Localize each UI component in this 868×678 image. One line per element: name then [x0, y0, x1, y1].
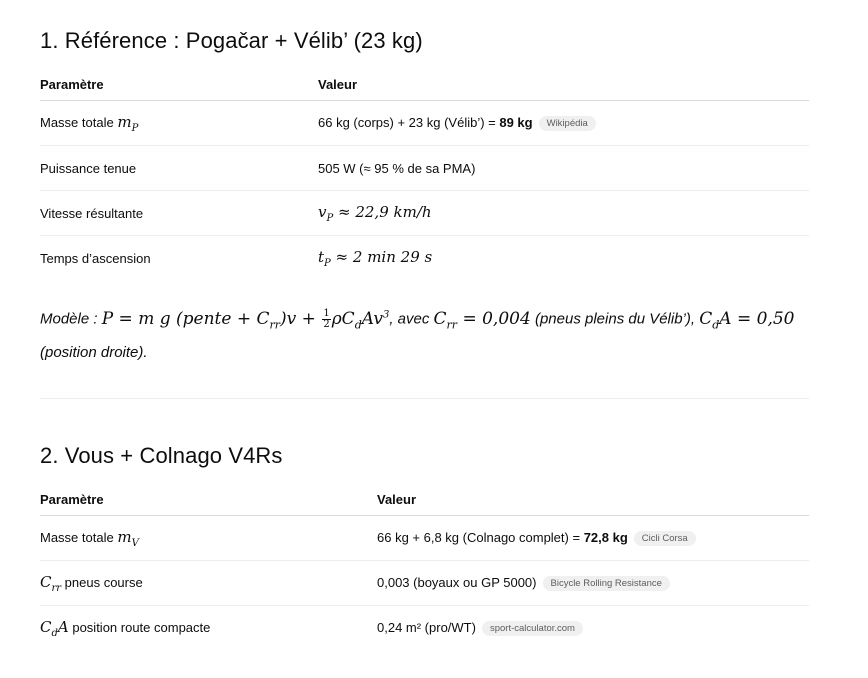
math-symbol: $C_{rr}$	[40, 572, 62, 594]
table-row	[40, 606, 809, 651]
table-row	[40, 191, 809, 236]
column-header-value: Valeur	[377, 483, 809, 516]
comparison-table	[40, 483, 809, 650]
table-row	[40, 236, 809, 281]
param-cell: Vitesse résultante	[40, 191, 318, 236]
value-cell	[318, 236, 809, 281]
power-formula: P = m g (pente + $C_{rr})v$ + $\frac{1}{2}$ $\rho C_dAv^3$	[101, 307, 390, 332]
value-cell	[318, 191, 809, 236]
value-cell: 0,24 m² (pro/WT) sport-calculator.com	[377, 606, 809, 651]
source-badge[interactable]: sport-calculator.com	[482, 621, 583, 636]
section-divider	[40, 398, 809, 399]
value-cell: 66 kg (corps) + 23 kg (Vélib’) = 89 kg Wikipédia	[318, 101, 809, 146]
fraction-half: $\frac{1}{2}$	[323, 307, 330, 330]
math-expression: $v_P \approx 22,9$ km/h	[318, 202, 432, 224]
column-header-value: Valeur	[318, 68, 809, 101]
cda-value: $C_dA = 0,50$	[699, 308, 795, 332]
column-header-param: Paramètre	[40, 483, 377, 516]
source-badge[interactable]: Cicli Corsa	[634, 531, 696, 546]
math-symbol: $m_P$	[117, 112, 139, 134]
table-row	[40, 146, 809, 191]
math-expression: $t_P \approx 2$ min 29 s	[318, 247, 433, 269]
section-1-title: 1. Référence : Pogačar + Vélib’ (23 kg)	[40, 28, 423, 53]
table-row	[40, 516, 809, 561]
reference-table	[40, 68, 809, 280]
param-cell: $C_dA$ position route compacte	[40, 617, 211, 639]
math-symbol: $m_V$	[117, 527, 139, 549]
section-2-title: 2. Vous + Colnago V4Rs	[40, 443, 283, 468]
param-cell: Temps d’ascension	[40, 250, 151, 266]
table-row	[40, 101, 809, 146]
param-cell: Masse totale $m_P$	[40, 101, 318, 146]
math-symbol: $C_dA$	[40, 617, 69, 639]
param-cell: Puissance tenue	[40, 146, 318, 191]
source-badge[interactable]: Bicycle Rolling Resistance	[543, 576, 670, 591]
value-cell: 66 kg + 6,8 kg (Colnago complet) = 72,8 kg Cicli Corsa	[377, 516, 809, 561]
param-cell: $C_{rr}$ pneus course	[40, 561, 377, 606]
model-formula-paragraph: Modèle : P = m g (pente + $C_{rr})v$ + $\frac{1}{2}$ $\rho C_dAv^3$, avec $C_{rr} = 0,004$ (pneus pleins du Vélib’), $C_dA = 0,50$ (position droite).	[40, 307, 795, 362]
table-row	[40, 561, 809, 606]
crr-value: $C_{rr} = 0,004$	[433, 308, 531, 332]
param-cell: Masse totale $m_V$	[40, 516, 377, 561]
source-badge[interactable]: Wikipédia	[539, 116, 596, 131]
column-header-param: Paramètre	[40, 68, 318, 101]
value-cell: 0,003 (boyaux ou GP 5000) Bicycle Rolling Resistance	[377, 561, 809, 606]
value-cell: 505 W (≈ 95 % de sa PMA)	[318, 146, 809, 191]
